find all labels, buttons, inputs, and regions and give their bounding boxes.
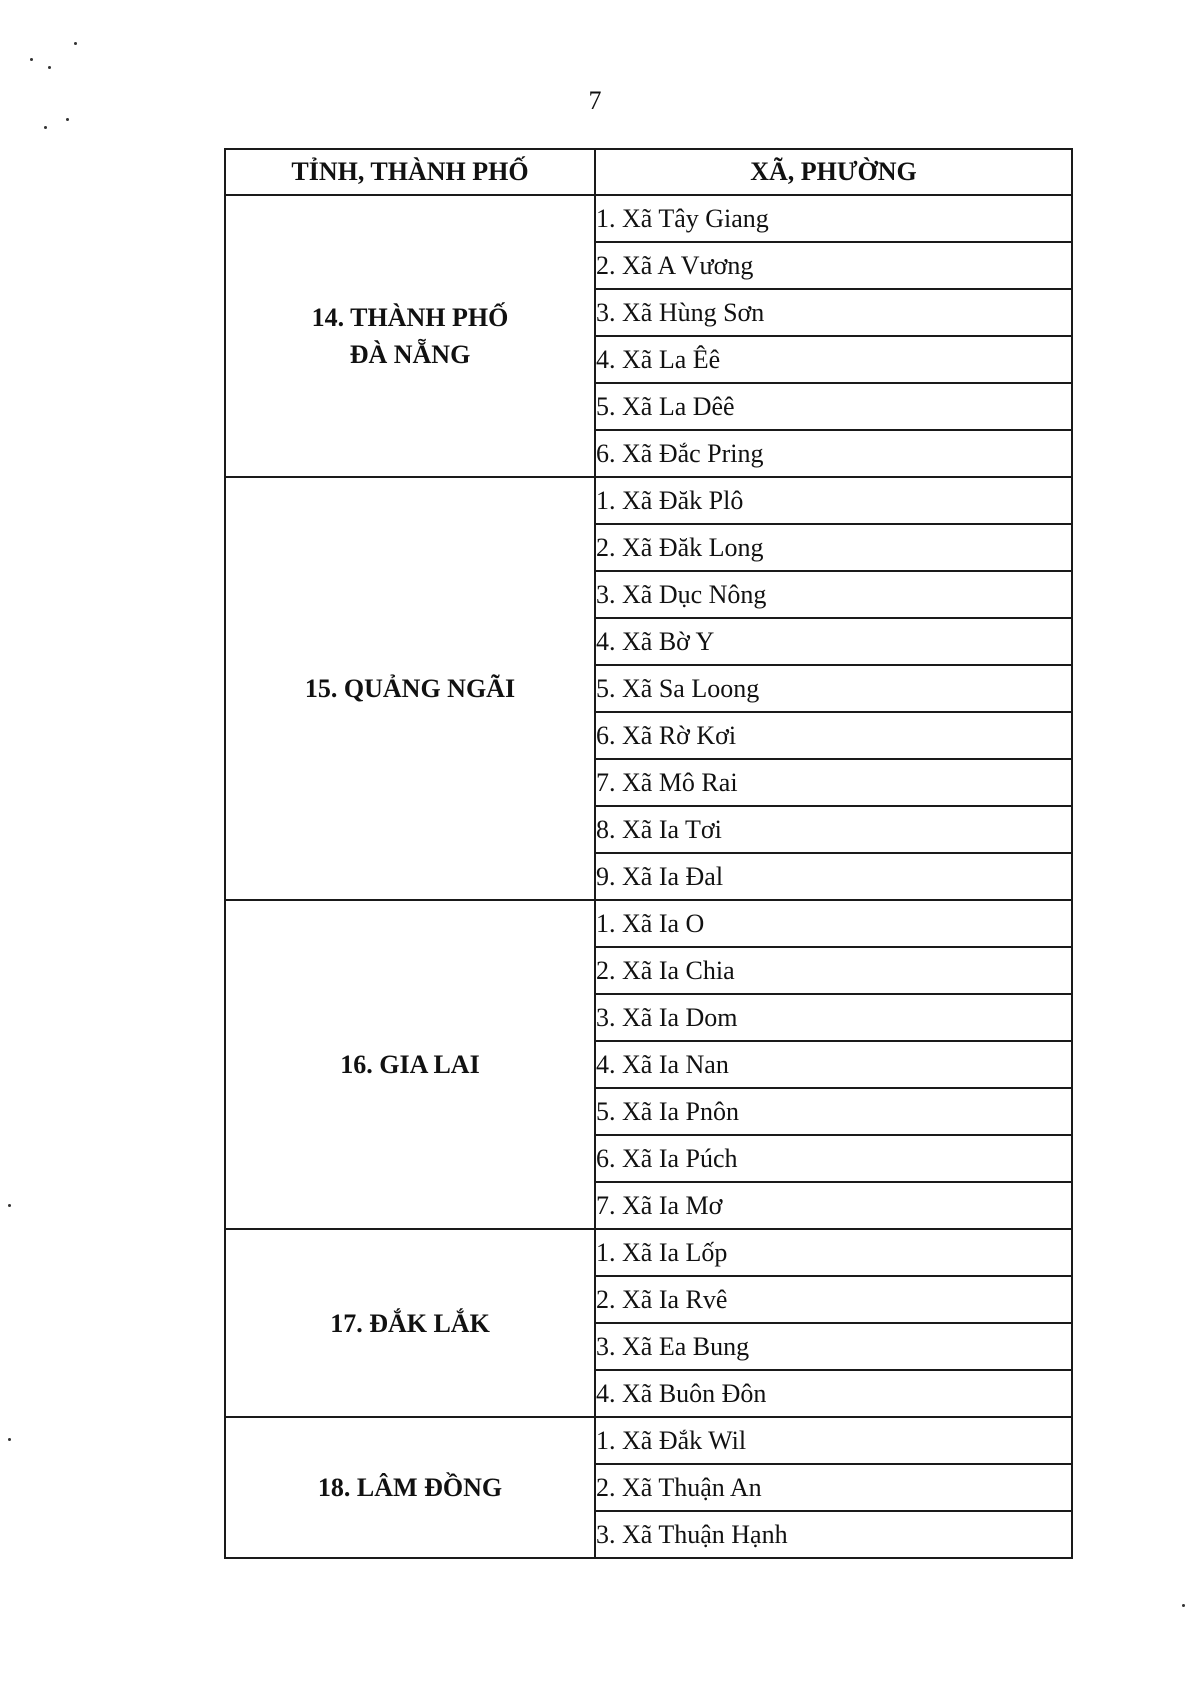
ward-cell: 1. Xã Đắk Wil bbox=[595, 1417, 1072, 1464]
ward-cell: 3. Xã Thuận Hạnh bbox=[595, 1511, 1072, 1558]
page-number: 7 bbox=[588, 86, 602, 115]
ward-cell: 5. Xã Ia Pnôn bbox=[595, 1088, 1072, 1135]
ward-cell: 2. Xã Ia Rvê bbox=[595, 1276, 1072, 1323]
scan-speck bbox=[8, 1204, 11, 1207]
scan-speck bbox=[66, 118, 69, 121]
ward-cell: 4. Xã Bờ Y bbox=[595, 618, 1072, 665]
ward-cell: 6. Xã Rờ Kơi bbox=[595, 712, 1072, 759]
ward-cell: 2. Xã Đăk Long bbox=[595, 524, 1072, 571]
ward-cell: 2. Xã Ia Chia bbox=[595, 947, 1072, 994]
province-cell bbox=[225, 477, 595, 900]
ward-cell: 5. Xã La Dêê bbox=[595, 383, 1072, 430]
ward-cell: 1. Xã Ia Lốp bbox=[595, 1229, 1072, 1276]
ward-cell: 4. Xã La Êê bbox=[595, 336, 1072, 383]
ward-cell: 4. Xã Ia Nan bbox=[595, 1041, 1072, 1088]
scan-speck bbox=[48, 66, 51, 69]
scan-speck bbox=[1182, 1604, 1185, 1607]
scan-speck bbox=[44, 126, 47, 129]
header-ward: XÃ, PHƯỜNG bbox=[595, 149, 1072, 195]
ward-cell: 4. Xã Buôn Đôn bbox=[595, 1370, 1072, 1417]
ward-cell: 9. Xã Ia Đal bbox=[595, 853, 1072, 900]
ward-cell: 2. Xã Thuận An bbox=[595, 1464, 1072, 1511]
ward-cell: 6. Xã Đắc Pring bbox=[595, 430, 1072, 477]
ward-cell: 1. Xã Ia O bbox=[595, 900, 1072, 947]
ward-cell: 5. Xã Sa Loong bbox=[595, 665, 1072, 712]
province-name-line: 18. LÂM ĐỒNG bbox=[317, 1473, 503, 1502]
province-cell bbox=[225, 1229, 595, 1417]
table-row bbox=[225, 477, 1072, 524]
province-name-line: 17. ĐẮK LẮK bbox=[330, 1308, 490, 1338]
ward-cell: 6. Xã Ia Púch bbox=[595, 1135, 1072, 1182]
province-name-line: 14. THÀNH PHỐ bbox=[311, 303, 509, 332]
table-row bbox=[225, 1229, 1072, 1276]
scan-speck bbox=[8, 1438, 11, 1441]
header-province: TỈNH, THÀNH PHỐ bbox=[225, 149, 595, 195]
scan-speck bbox=[30, 58, 33, 61]
ward-cell: 8. Xã Ia Tơi bbox=[595, 806, 1072, 853]
table-row bbox=[225, 900, 1072, 947]
province-cell bbox=[225, 1417, 595, 1558]
table-header-row bbox=[225, 149, 1072, 195]
ward-cell: 3. Xã Ea Bung bbox=[595, 1323, 1072, 1370]
scan-speck bbox=[74, 42, 77, 45]
province-name-line: 15. QUẢNG NGÃI bbox=[304, 674, 516, 703]
ward-cell: 3. Xã Ia Dom bbox=[595, 994, 1072, 1041]
province-name-line: 16. GIA LAI bbox=[340, 1050, 480, 1079]
ward-cell: 1. Xã Tây Giang bbox=[595, 195, 1072, 242]
ward-cell: 7. Xã Mô Rai bbox=[595, 759, 1072, 806]
ward-table bbox=[224, 148, 1073, 1559]
province-name-line: ĐÀ NẴNG bbox=[349, 340, 471, 369]
ward-cell: 1. Xã Đăk Plô bbox=[595, 477, 1072, 524]
ward-cell: 3. Xã Hùng Sơn bbox=[595, 289, 1072, 336]
ward-cell: 2. Xã A Vương bbox=[595, 242, 1072, 289]
table-row bbox=[225, 1417, 1072, 1464]
ward-cell: 7. Xã Ia Mơ bbox=[595, 1182, 1072, 1229]
ward-cell: 3. Xã Dục Nông bbox=[595, 571, 1072, 618]
table-body bbox=[225, 195, 1072, 1558]
province-cell bbox=[225, 900, 595, 1229]
province-cell bbox=[225, 195, 595, 477]
table-row bbox=[225, 195, 1072, 242]
